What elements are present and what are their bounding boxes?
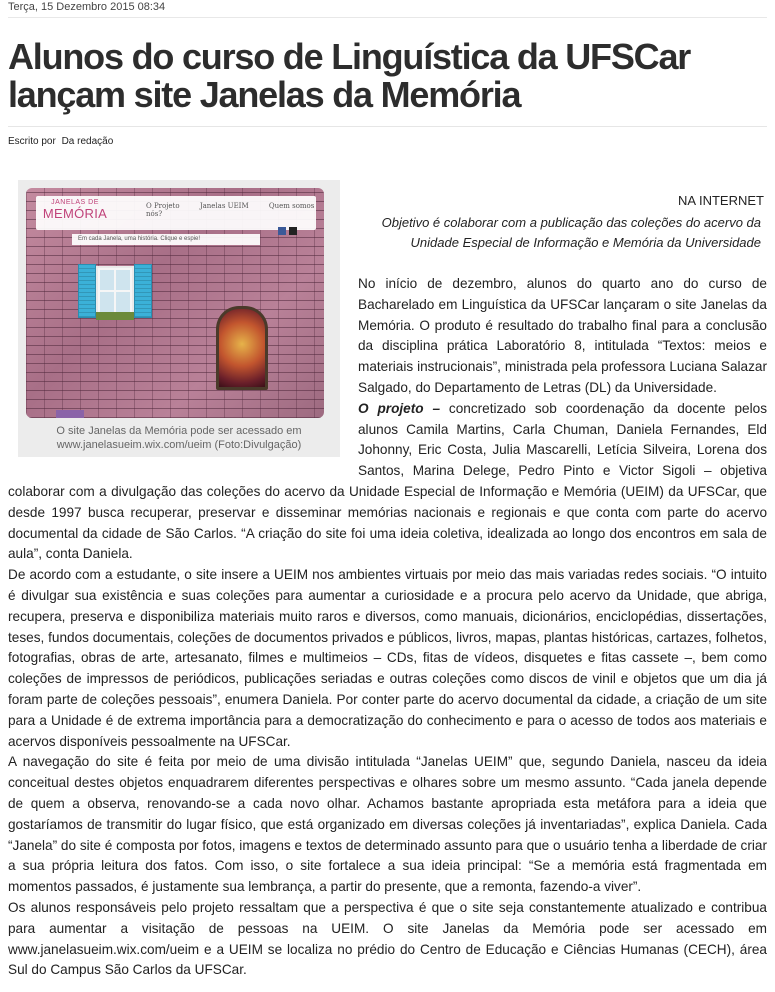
site-nav [146,202,316,218]
article-subtitle-line-2: Unidade Especial de Informação e Memória da Universidade [410,235,761,250]
figure-caption [26,424,332,453]
paragraph-2-lead: O projeto – [358,400,440,416]
window-illustration [96,266,134,316]
site-logo-big: MEMÓRIA [42,206,108,221]
byline-label: Escrito por [8,136,56,147]
article-title [8,38,767,114]
byline-author: Da redação [61,136,114,147]
stained-glass-window [216,306,268,390]
window-pane [116,292,130,312]
paragraph-2-text: concretizado sob coordenação da docente pelos alunos Camila Martins, Carla Chuman, Daniela Fernandes, Eld Johonny, Eric Costa, Julia Mascarelli, Letícia Silveira, Lorena dos Santos, Marina Delege, Pedro Pinto e Victor Sigoli – objetiva colaborar com a divulgação das coleções do acervo da Unidade Especial de Informação e Memória (UEIM) da UFSCar, que desde 1997 busca recuperar, preservar e disseminar memórias nacionais e regionais e que conta com parte do acervo documental da cidade de São Carlos. “A criação do site foi uma ideia coletiva, idealizada ao longo dos encontros em sala de aula”, conta Daniela. [8,400,767,562]
article-dateline: Terça, 15 Dezembro 2015 08:34 [8,1,166,13]
title-divider [8,126,767,127]
paragraph-1: No início de dezembro, alunos do quarto ano do curso de Bacharelado em Linguística da UFSCar lançaram o site Janelas da Memória. O produto é resultado do trabalho final para a conclusão da disciplina prática Laboratório 8, intitulada “Textos: meios e materiais instrucionais”, ministrada pela professora Luciana Salazar Salgado, do Departamento de Letras (DL) da Universidade. [358,276,767,395]
site-logo [42,199,108,221]
site-tagline-bar: Em cada Janela, uma história. Clique e espie! [72,234,260,245]
window-pane [100,270,114,290]
article-figure [18,180,340,457]
section-label: NA INTERNET [678,193,764,208]
site-screenshot-image [26,188,324,418]
window-pane [100,292,114,312]
paragraph-5: Os alunos responsáveis pelo projeto ressaltam que a perspectiva é que o site seja constantemente atualizado e contribua para aumentar a visitação de pessoas na UEIM. O site Janelas da Memória pode ser acessado em www.janelasueim.wix.com/ueim e a UEIM se localiza no prédio do Centro de Educação e Ciências Humanas (CECH), área Sul do Campus São Carlos da UFSCar. [8,899,767,978]
window-shutter-left [78,264,96,318]
site-logo-small: JANELAS DE [51,199,99,206]
site-nav-item-quem-somos: Quem somos nós? [146,202,315,218]
article-title-line-2: lançam site Janelas da Memória [8,74,521,115]
figure-caption-line-2: www.janelasueim.wix.com/ueim (Foto:Divulgação) [56,439,302,451]
paragraph-3: De acordo com a estudante, o site insere a UEIM nos ambientes virtuais por meio das mais variadas redes sociais. “O intuito é divulgar sua existência e suas coleções para aumentar a curiosidade e a procura pelo acervo da Unidade, que abriga, recupera, preserva e disponibiliza materiais muito raros e diversos, como manuais, dicionários, enciclopédias, dissertações, teses, fundos documentais, coleções de documentos privados e públicos, livros, mapas, plantas históricas, cartazes, folhetos, fotografias, obras de arte, artesanato, filmes e multimeios – CDs, fitas de vídeos, disquetes e fitas cassete –, bem como coleções de impressos de periódicos, publicações seriadas e outras coleções como discos de vinil e objetos que um dia já foram parte de coleções pessoais”, enumera Daniela. Por conter parte do acervo documental da cidade, a criação de um site para a Unidade é de extrema importância para a democratização do conhecimento e para o acesso de todos aos materiais e acervos disponíveis pessoalmente na UFSCar. [8,567,767,749]
site-header [36,196,316,230]
figure-caption-line-1: O site Janelas da Memória pode ser acessado em [56,425,302,437]
purple-door [56,410,84,418]
facebook-icon [278,227,286,235]
paragraph-4: A navegação do site é feita por meio de uma divisão intitulada “Janelas UEIM” que, segundo Daniela, nasceu da ideia conceitual destes objetos enquadrarem diferentes perspectivas e olhares sobre um mesmo assunto. “Cada janela depende de quem a observa, renovando-se a cada novo olhar. Achamos bastante apropriada esta metáfora para a ideia que gostaríamos de transmitir do lugar físico, que está organizado em diversas coleções já inventariadas”, explica Daniela. Cada “Janela” do site é composta por fotos, imagens e textos de determinado assunto para que o usuário tenha a liberdade de criar a sua própria leitura dos fatos. Com isso, o site fortalece a sua ideia principal: “Se a memória está fragmentada em momentos passados, é justamente sua lembrança, a partir do presente, que a remonta, fazendo-a viver”. [8,754,767,895]
window-pane [116,270,130,290]
top-divider [8,17,767,18]
article-byline [8,136,767,150]
window-shutter-right [134,264,152,318]
youtube-icon [289,227,297,235]
article-subtitle-line-1: Objetivo é colaborar com a publicação das coleções do acervo da [381,215,761,230]
flower-box [96,312,134,320]
article-title-line-1: Alunos do curso de Linguística da UFSCar [8,36,691,77]
site-nav-item-projeto: O Projeto [146,202,180,210]
site-social-icons [278,227,297,237]
site-nav-item-janelas: Janelas UEIM [199,202,249,210]
